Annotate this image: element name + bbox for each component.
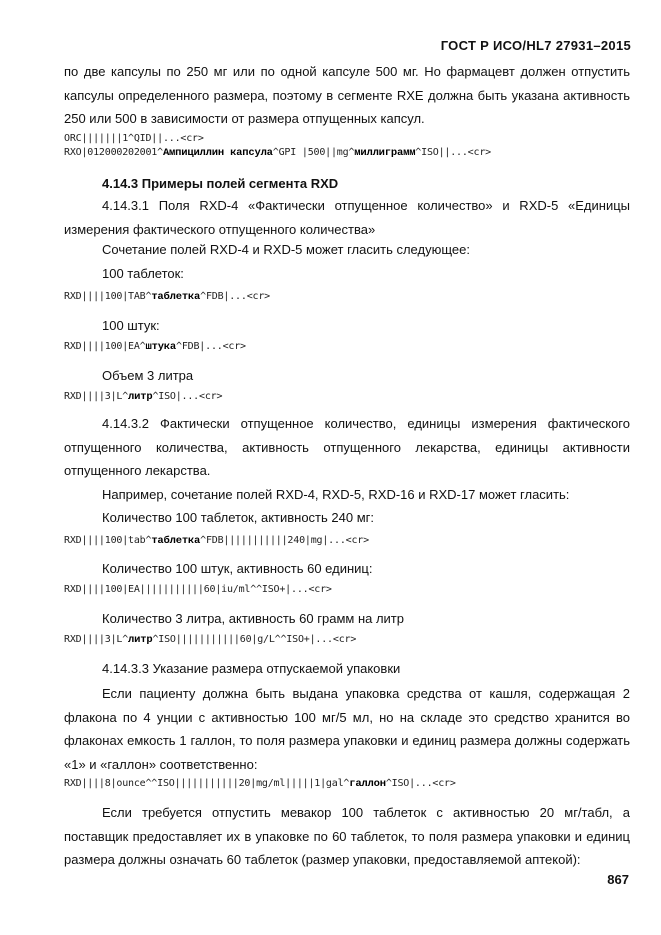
code-segment: ^ISO|...<cr>	[152, 391, 223, 402]
example-label: 100 штук:	[102, 318, 160, 333]
code-bold-segment: литр	[128, 634, 153, 646]
code-bold-segment: таблетка	[151, 535, 201, 547]
example-label: Количество 100 таблеток, активность 240 мг:	[102, 510, 374, 525]
code-segment: ^GPI |500||mg^	[272, 147, 355, 158]
example-label: Количество 3 литра, активность 60 грамм на литр	[102, 611, 404, 626]
code-example	[64, 778, 456, 790]
example-label: Объем 3 литра	[102, 368, 194, 383]
code-segment: ^ISO|...<cr>	[385, 778, 456, 789]
code-example: RXD||||100|EA|||||||||||60|iu/ml^^ISO+|...<cr>	[64, 584, 332, 595]
paragraph-packaging-1: Если пациенту должна быть выдана упаковка средства от кашля, содержащая 2 флакона по 4 унции с активностью 100 мг/5 мл, но на складе это средство хранится во флаконах емкость 1 галлон, то поля размера упаковки и единиц размера должны содержать «1» и «галлон» соответственно:	[64, 686, 630, 772]
code-rxo	[64, 147, 491, 159]
code-bold-segment: таблетка	[151, 291, 201, 303]
code-segment: RXD||||8|ounce^^ISO|||||||||||20|mg/ml|||||1|gal^	[64, 778, 350, 789]
code-segment: ^ISO|||||||||||60|g/L^^ISO+|...<cr>	[152, 634, 357, 645]
code-example	[64, 634, 356, 646]
code-bold-segment: миллиграмм	[354, 147, 416, 159]
paragraph-packaging-2: Если требуется отпустить мевакор 100 таблеток с активностью 20 мг/табл, а поставщик предоставляет их в упаковке по 60 таблеток, то поля размера упаковки и единиц размера должны означать 60 таблеток (размер упаковки, предоставляемой аптекой):	[64, 805, 630, 867]
example-intro: Например, сочетание полей RXD-4, RXD-5, RXD-16 и RXD-17 может гласить:	[102, 487, 570, 502]
code-bold-segment: литр	[128, 391, 153, 403]
code-segment: ^ISO||...<cr>	[415, 147, 491, 158]
code-bold-segment: штука	[145, 341, 177, 353]
code-example	[64, 341, 246, 353]
code-segment: RXD||||100|TAB^	[64, 291, 152, 302]
section-heading-4-14-3: 4.14.3 Примеры полей сегмента RXD	[102, 176, 339, 191]
combo-text: Сочетание полей RXD-4 и RXD-5 может гласить следующее:	[102, 242, 470, 257]
code-segment: ^FDB|...<cr>	[176, 341, 246, 352]
document-header: ГОСТ Р ИСО/HL7 27931–2015	[440, 38, 631, 53]
code-segment: RXD||||3|L^	[64, 391, 129, 402]
code-example	[64, 291, 270, 303]
code-segment: ^FDB|||||||||||240|mg|...<cr>	[200, 535, 369, 546]
subsection-heading-4-14-3-3: 4.14.3.3 Указание размера отпускаемой упаковки	[102, 661, 401, 676]
code-bold-segment: Ампициллин капсула	[162, 147, 273, 159]
code-segment: RXD||||3|L^	[64, 634, 129, 645]
page-number: 867	[607, 872, 629, 887]
code-segment: RXO|012000202001^	[64, 147, 163, 158]
intro-paragraph: по две капсулы по 250 мг или по одной капсуле 500 мг. Но фармацевт должен отпустить капсулы определенного размера, поэтому в сегменте RXE должна быть указана активность 250 или 500 в зависимости от размера отпущенных капсул.	[64, 64, 630, 126]
code-segment: ^FDB|...<cr>	[200, 291, 270, 302]
paragraph-4-14-3-2: 4.14.3.2 Фактически отпущенное количество, единицы измерения фактического отпущенного количества, активность отпущенного лекарства, единицы активности отпущенного лекарства.	[64, 416, 630, 478]
code-bold-segment: галлон	[349, 778, 386, 790]
example-label: Количество 100 штук, активность 60 единиц:	[102, 561, 373, 576]
code-example	[64, 535, 369, 547]
code-segment: RXD||||100|EA^	[64, 341, 146, 352]
example-label: 100 таблеток:	[102, 266, 184, 281]
code-example	[64, 391, 222, 403]
code-orc: ORC|||||||1^QID||...<cr>	[64, 133, 204, 144]
code-segment: RXD||||100|tab^	[64, 535, 152, 546]
paragraph-4-14-3-1: 4.14.3.1 Поля RXD-4 «Фактически отпущенное количество» и RXD-5 «Единицы измерения фактического отпущенного количества»	[64, 198, 630, 237]
